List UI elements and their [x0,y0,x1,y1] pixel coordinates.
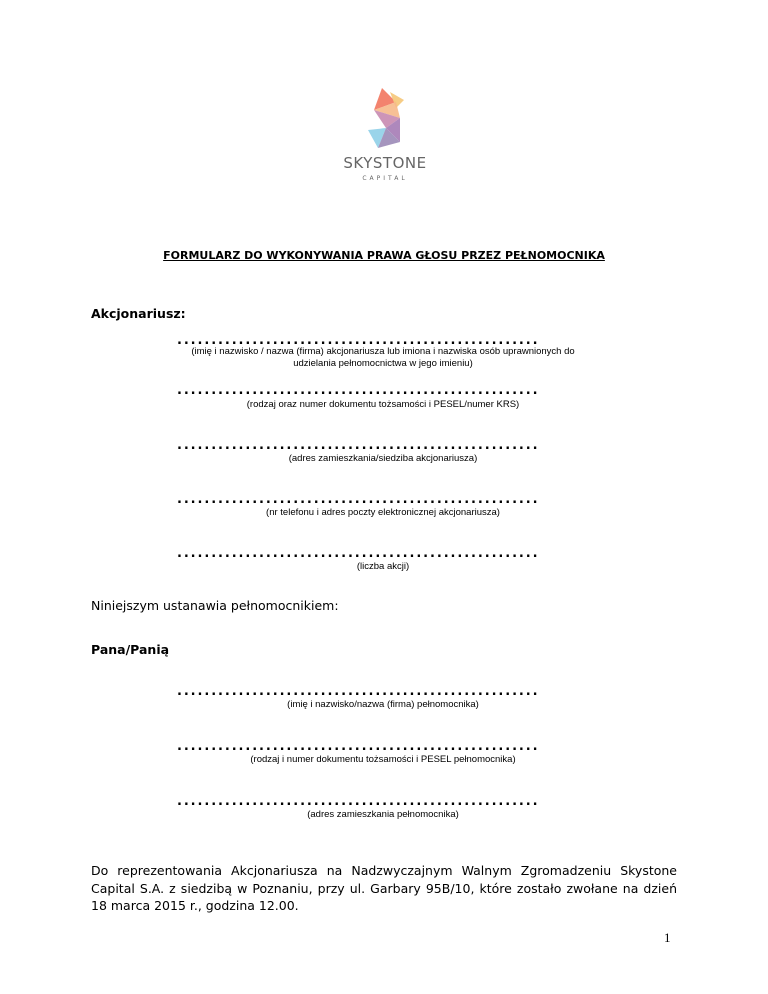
proxy-id-line[interactable]: ..................................................... [177,740,540,754]
proxy-address-caption: (adres zamieszkania pełnomocnika) [307,809,459,820]
appoint-text: Niniejszym ustanawia pełnomocnikiem: [91,598,339,613]
shareholder-heading: Akcjonariusz: [91,306,186,321]
proxy-id-caption: (rodzaj i numer dokumentu tożsamości i PESEL pełnomocnika) [250,754,516,765]
shareholder-address-caption: (adres zamieszkania/siedziba akcjonariusza) [288,453,478,464]
shareholder-id-caption: (rodzaj oraz numer dokumentu tożsamości i PESEL/numer KRS) [246,399,520,410]
closing-paragraph: Do reprezentowania Akcjonariusza na Nadzwyczajnym Walnym Zgromadzeniu Skystone Capital S.A. z siedzibą w Poznaniu, przy ul. Garbary 95B/10, które zostało zwołane na dzień 18 marca 2015 r., godzina 12.00. [91,863,677,913]
proxy-name-line[interactable]: ..................................................... [177,685,540,699]
proxy-heading: Pana/Panią [91,642,170,657]
proxy-address-line[interactable]: ..................................................... [177,795,540,809]
company-logo [340,86,430,196]
shareholder-contact-line[interactable]: ..................................................... [177,493,540,507]
page-number: 1 [664,930,671,945]
logo-subtitle: CAPITAL [362,175,408,182]
shares-count-line[interactable]: ..................................................... [177,547,540,561]
shareholder-name-caption: (imię i nazwisko / nazwa (firma) akcjonariusza lub imiona i nazwiska osób uprawnionych do udzielania pełnomocnictwa w jego imieniu) [191,346,575,369]
shares-count-caption: (liczba akcji) [356,561,410,572]
skystone-logo-mark [356,86,416,152]
logo-name: SKYSTONE [343,154,427,172]
shareholder-address-line[interactable]: ..................................................... [177,439,540,453]
shareholder-name-line[interactable]: ..................................................... [177,334,540,348]
shareholder-id-line[interactable]: ..................................................... [177,384,540,398]
document-title: FORMULARZ DO WYKONYWANIA PRAWA GŁOSU PRZEZ PEŁNOMOCNIKA [163,249,605,262]
proxy-name-caption: (imię i nazwisko/nazwa (firma) pełnomocnika) [287,699,479,710]
shareholder-contact-caption: (nr telefonu i adres poczty elektronicznej akcjonariusza) [266,507,500,518]
